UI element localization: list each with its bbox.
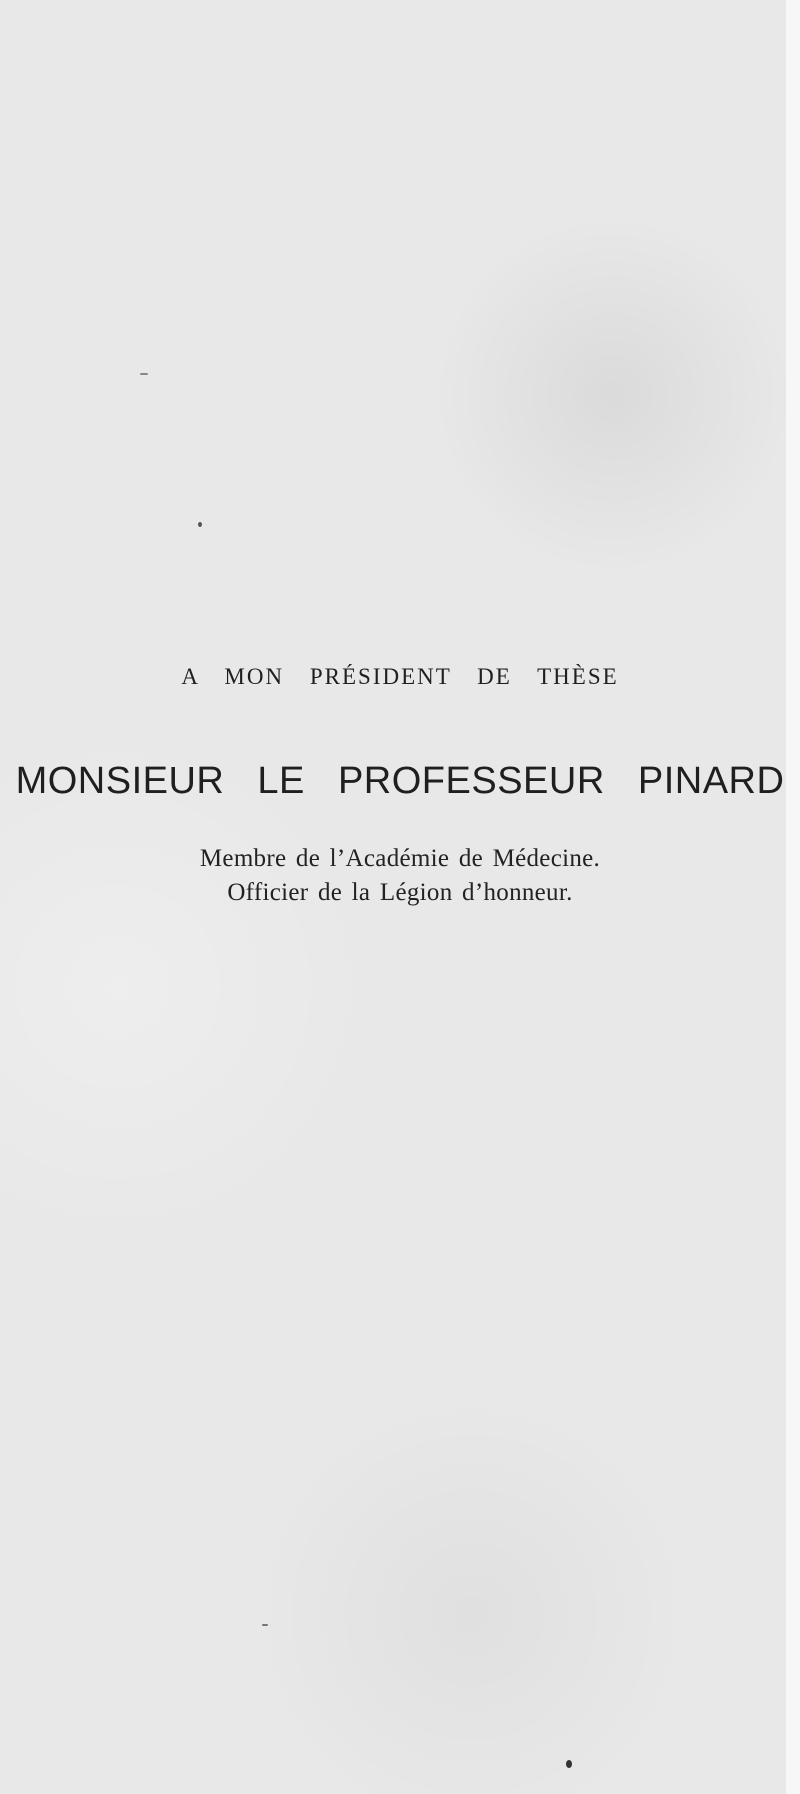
dedicatee-name: MONSIEUR LE PROFESSEUR PINARD [15,760,785,802]
dedication-heading: A MON PRÉSIDENT DE THÈSE [181,664,619,689]
ink-speck [566,1760,572,1768]
ink-speck [140,373,148,375]
ink-speck [262,1624,268,1626]
page-edge [786,0,800,1794]
credential-academy-member: Membre de l’Académie de Médecine. [199,845,601,872]
credential-legion-honor: Officier de la Légion d’honneur. [227,879,573,906]
ink-speck [198,522,202,527]
credentials-block [0,842,800,910]
